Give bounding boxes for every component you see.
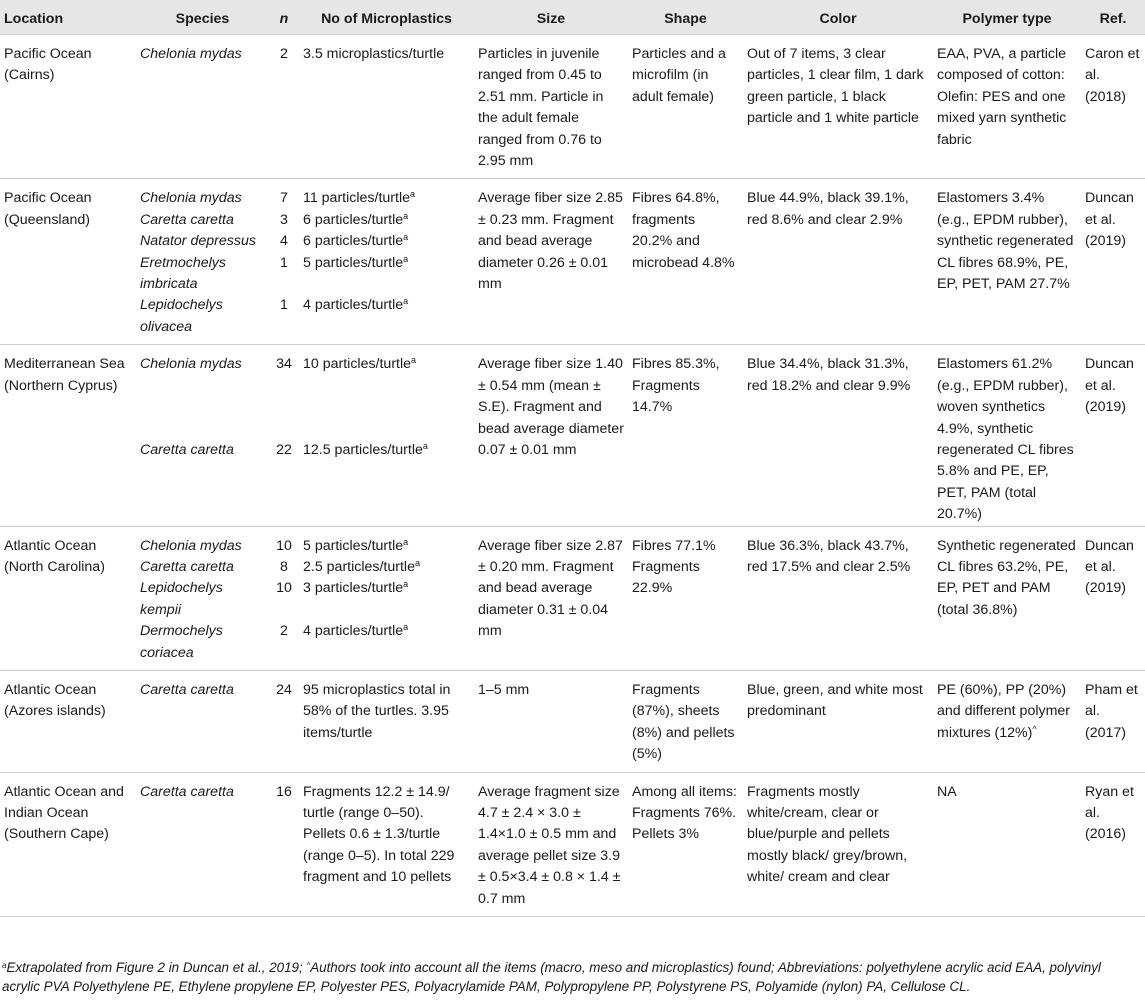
microplastics-count-text: 3.5 microplastics/turtle (303, 46, 445, 62)
footnote-mark-a: a (2, 961, 7, 970)
species-cell: Caretta caretta (140, 211, 234, 228)
footnote-ref: a (403, 210, 409, 221)
location-group (0, 345, 1145, 526)
species-cell: Chelonia mydas (140, 356, 242, 373)
footnote-ref: a (403, 232, 409, 243)
location-cell: Pacific Ocean (Queensland) (4, 190, 92, 228)
location-group (0, 35, 1145, 179)
footnote-ref: a (409, 189, 415, 200)
microplastics-count-cell (299, 179, 474, 210)
location-cell: Pacific Ocean (Cairns) (4, 46, 92, 84)
microplastics-count-cell (299, 253, 474, 296)
microplastics-count-text: 95 microplastics total in 58% of the turtles. 3.95 items/turtle (303, 681, 451, 741)
header-ref: Ref. (1081, 0, 1145, 35)
n-cell: 2 (280, 623, 288, 640)
n-cell: 34 (276, 356, 292, 373)
n-cell: 16 (276, 783, 292, 800)
microplastics-count-cell (299, 231, 474, 252)
species-cell: Chelonia mydas (140, 537, 242, 554)
size-cell: Average fiber size 2.85 ± 0.23 mm. Fragment and bead average diameter 0.26 ± 0.01 mm (478, 190, 623, 293)
table-row (0, 772, 1145, 916)
species-cell: Natator depressus (140, 233, 256, 250)
species-cell: Caretta caretta (140, 442, 234, 459)
footnote-text-a: Extrapolated from Figure 2 in Duncan et al., 2019; (6, 960, 303, 975)
location-cell: Mediterranean Sea (Northern Cyprus) (4, 356, 125, 394)
n-cell: 1 (280, 254, 288, 271)
microplastics-count-text: 5 particles/turtle (303, 254, 404, 271)
shape-cell: Among all items: Fragments 76%. Pellets 3% (632, 783, 737, 843)
ref-cell: Ryan et al. (2016) (1085, 783, 1134, 843)
footnote-ref: a (403, 622, 409, 633)
ref-cell: Duncan et al. (2019) (1085, 537, 1134, 597)
polymer-cell (933, 179, 1081, 345)
microplastics-count-cell (299, 578, 474, 621)
shape-cell: Fragments (87%), sheets (8%) and pellets (5%) (632, 681, 735, 763)
microplastics-count-text: 12.5 particles/turtle (303, 442, 423, 459)
n-cell: 4 (280, 233, 288, 250)
microplastics-count-cell (299, 772, 474, 916)
polymer-text: PE (60%), PP (20%) and different polymer mixtures (12%) (937, 681, 1071, 741)
n-cell: 7 (280, 190, 288, 207)
footnote-mark-b: ^ (306, 961, 311, 970)
microplastics-count-cell (299, 345, 474, 440)
shape-cell: Fibres 64.8%, fragments 20.2% and microbead 4.8% (632, 190, 735, 271)
color-cell: Blue 34.4%, black 31.3%, red 18.2% and clear 9.9% (747, 356, 911, 394)
microplastics-count-cell (299, 526, 474, 557)
microplastics-count-text: 11 particles/turtle (303, 190, 410, 207)
ref-cell: Duncan et al. (2019) (1085, 356, 1134, 416)
footnote-ref: a (414, 557, 420, 568)
species-cell: Lepidochelys kempii (140, 580, 223, 618)
size-cell: 1–5 mm (478, 681, 530, 698)
microplastics-count-text: 5 particles/turtle (303, 537, 404, 554)
n-cell: 2 (280, 46, 288, 62)
microplastics-count-cell (299, 210, 474, 231)
species-cell: Caretta caretta (140, 681, 234, 698)
n-cell: 24 (276, 681, 292, 698)
color-cell: Out of 7 items, 3 clear particles, 1 clear film, 1 dark green particle, 1 black particle and 1 white particle (747, 46, 924, 127)
species-cell: Chelonia mydas (140, 190, 242, 207)
location-cell: Atlantic Ocean (North Carolina) (4, 537, 105, 575)
microplastics-count-text: 6 particles/turtle (303, 211, 404, 228)
size-cell: Average fiber size 1.40 ± 0.54 mm (mean ± S.E). Fragment and bead average diameter 0.07 ± 0.01 mm (478, 356, 624, 458)
microplastics-count-text: Fragments 12.2 ± 14.9/ turtle (range 0–50). Pellets 0.6 ± 1.3/turtle (range 0–5). In total 229 fragment and 10 pellets (303, 783, 455, 886)
microplastics-count-text: 4 particles/turtle (303, 297, 404, 314)
species-cell: Eretmochelys imbricata (140, 254, 226, 293)
table-row (0, 345, 1145, 440)
size-cell: Particles in juvenile ranged from 0.45 to 2.51 mm. Particle in the adult female ranged from 0.76 to 2.95 mm (478, 46, 604, 170)
header-location: Location (0, 0, 136, 35)
species-cell: Caretta caretta (140, 783, 234, 800)
microplastics-count-cell (299, 670, 474, 772)
ref-cell: Caron et al. (2018) (1085, 46, 1140, 105)
footnote-ref: a (403, 579, 409, 590)
polymer-text: Elastomers 61.2% (e.g., EPDM rubber), woven synthetics 4.9%, synthetic regenerated CL fibres 5.8% and PE, EP, PET, PAM (total 20.7%) (937, 356, 1074, 523)
color-cell: Blue 36.3%, black 43.7%, red 17.5% and clear 2.5% (747, 537, 911, 575)
location-group (0, 670, 1145, 772)
polymer-text: NA (937, 783, 957, 800)
size-cell: Average fiber size 2.87 ± 0.20 mm. Fragment and bead average diameter 0.31 ± 0.04 mm (478, 537, 623, 640)
footnote-ref: a (422, 441, 428, 452)
footnote-text-b: Authors took into account all the items (macro, meso and microplastics) found; Abbreviations: polyethylene acrylic acid EAA, polyvinyl acrylic PVA Polyethylene PE, Ethylene propylene EP, Polyester PES, Polyacrylamide PAM, Polypropylene PP, Polystyrene PS, Polyamide (nylon) PA, Cellulose CL. (2, 960, 1101, 994)
ref-cell: Pham et al. (2017) (1085, 681, 1138, 741)
n-cell: 10 (276, 537, 292, 554)
header-n: n (269, 0, 299, 35)
location-group (0, 526, 1145, 670)
header-species: Species (136, 0, 269, 35)
species-cell: Lepidochelys olivacea (140, 297, 223, 335)
n-cell: 8 (280, 558, 288, 575)
table-header (0, 0, 1145, 35)
color-cell: Fragments mostly white/cream, clear or blue/purple and pellets mostly black/ grey/brown, white/ cream and clear (747, 783, 908, 886)
color-cell: Blue 44.9%, black 39.1%, red 8.6% and clear 2.9% (747, 190, 909, 228)
color-cell: Blue, green, and white most predominant (747, 681, 923, 720)
shape-cell: Particles and a microfilm (in adult female) (632, 46, 726, 105)
ref-cell: Duncan et al. (2019) (1085, 190, 1134, 250)
header-size: Size (474, 0, 628, 35)
microplastics-count-text: 6 particles/turtle (303, 233, 404, 250)
n-cell: 22 (276, 442, 292, 459)
polymer-cell (933, 35, 1081, 179)
microplastics-count-text: 2.5 particles/turtle (303, 558, 415, 575)
microplastics-count-text: 4 particles/turtle (303, 623, 404, 640)
header-polymer-type: Polymer type (933, 0, 1081, 35)
location-group (0, 772, 1145, 916)
microplastics-count-text: 3 particles/turtle (303, 580, 404, 597)
n-cell: 1 (280, 297, 288, 314)
species-cell: Chelonia mydas (140, 46, 242, 62)
shape-cell: Fibres 85.3%, Fragments 14.7% (632, 356, 720, 416)
n-cell: 10 (276, 580, 292, 597)
microplastics-count-cell (299, 295, 474, 344)
header-no-microplastics: No of Microplastics (299, 0, 474, 35)
shape-cell: Fibres 77.1% Fragments 22.9% (632, 537, 716, 597)
header-color: Color (743, 0, 933, 35)
footnote-ref: a (411, 355, 417, 366)
location-cell: Atlantic Ocean and Indian Ocean (Southern Cape) (4, 783, 124, 843)
location-cell: Atlantic Ocean (Azores islands) (4, 681, 106, 720)
header-shape: Shape (628, 0, 743, 35)
n-cell: 3 (280, 211, 288, 228)
microplastics-count-cell (299, 35, 474, 179)
table-row (0, 35, 1145, 179)
polymer-text: Synthetic regenerated CL fibres 63.2%, PE, EP, PET and PAM (total 36.8%) (937, 537, 1076, 618)
polymer-text: EAA, PVA, a particle composed of cotton: Olefin: PES and one mixed yarn synthetic fabric (937, 46, 1067, 148)
microplastics-count-cell (299, 440, 474, 526)
polymer-cell (933, 345, 1081, 526)
microplastics-count-text: 10 particles/turtle (303, 356, 412, 373)
footnote-ref: ^ (1032, 723, 1037, 734)
footnote-ref: a (403, 536, 409, 547)
species-cell: Caretta caretta (140, 558, 234, 575)
species-cell: Dermochelys coriacea (140, 623, 223, 661)
location-group (0, 179, 1145, 345)
polymer-cell (933, 526, 1081, 670)
footnote-ref: a (403, 296, 409, 307)
microplastics-count-cell (299, 621, 474, 670)
polymer-cell (933, 772, 1081, 916)
polymer-cell (933, 670, 1081, 772)
footnote-ref: a (403, 253, 409, 264)
table-row (0, 526, 1145, 557)
polymer-text: Elastomers 3.4% (e.g., EPDM rubber), synthetic regenerated CL fibres 68.9%, PE, EP, PET, PAM 27.7% (937, 190, 1074, 293)
size-cell: Average fragment size 4.7 ± 2.4 × 3.0 ± 1.4×1.0 ± 0.5 mm and average pellet size 3.9 ± 0.5×3.4 ± 0.8 × 1.4 ± 0.7 mm (478, 783, 621, 907)
microplastics-count-cell (299, 557, 474, 578)
table-footnote (2, 958, 1137, 996)
table-row (0, 179, 1145, 210)
table-row (0, 670, 1145, 772)
